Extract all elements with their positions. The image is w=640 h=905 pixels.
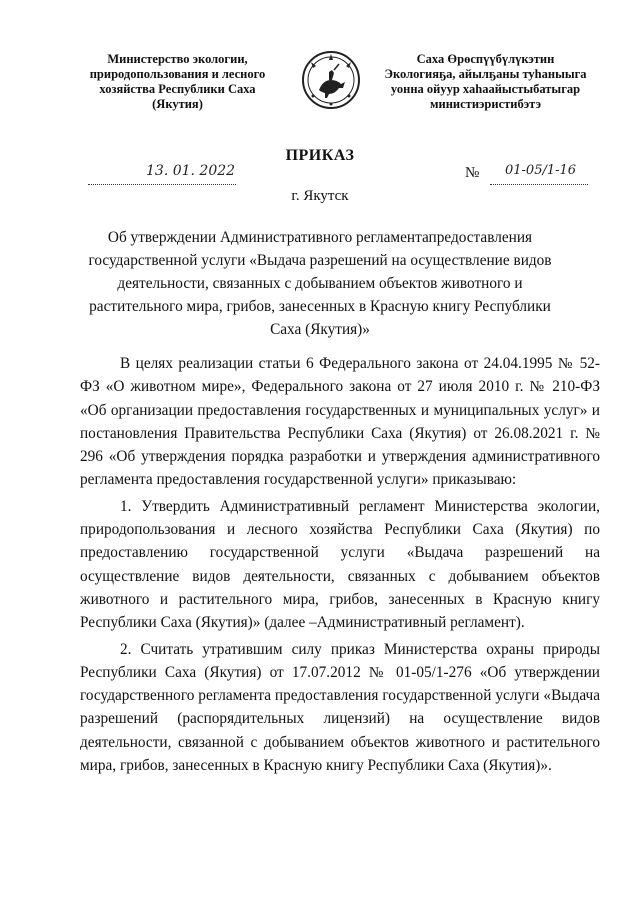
- coat-of-arms-icon: [301, 50, 361, 110]
- ministry-name-sakha-line: уонна ойуур хаһаайыстыбатыгар: [390, 82, 581, 96]
- ministry-name-sakha: [368, 52, 603, 112]
- ministry-name-ru-line: природопользования и лесного: [89, 67, 266, 81]
- ministry-name-ru-line: (Якутия): [152, 97, 203, 111]
- order-city: г. Якутск: [291, 188, 349, 204]
- letterhead: [0, 52, 640, 132]
- order-number-label: №: [465, 165, 480, 181]
- body-item-1: 1. Утвердить Административный регламент Министерства экологии, природопользования и лесного хозяйства Республики Саха (Якутия) по предоставлению государственной услуги «Выдача разрешений на осуществление видов деятельности, связанных с добыванием объектов животного и растительного мира, грибов, занесенных в Красную книгу Республики Саха (Якутия)» (далее –Административный регламент).: [80, 497, 600, 632]
- body-intro-paragraph: В целях реализации статьи 6 Федерального закона от 24.04.1995 № 52-ФЗ «О животном мире», Федерального закона от 27 июля 2010 г. № 210-ФЗ «Об организации предоставления государственных и муниципальных услуг» и постановления Правительства Республики Саха (Якутия) от 26.08.2021 г. № 296 «Об утверждения порядка разработки и утверждения административного регламента предоставления государственной услуги» приказываю:: [80, 355, 600, 489]
- order-number: 01-05/1-16: [505, 163, 577, 178]
- order-subject: Об утверждении Административного регламентапредоставления государственной услуги «Выдача разрешений на осуществление видов деятельности, связанных с добыванием объектов животного и растительного мира, грибов, занесенных в Красную книгу Республики Саха (Якутия)»: [88, 229, 552, 338]
- ministry-name-ru-line: хозяйства Республики Саха: [99, 82, 256, 96]
- ministry-name-sakha-line: министиэристибэтэ: [430, 97, 541, 111]
- ministry-name-ru: [60, 52, 295, 112]
- body-item-2: 2. Считать утратившим силу приказ Министерства охраны природы Республики Саха (Якутия) от 17.07.2012 № 01-05/1-276 «Об утверждении государственного регламента предоставления государственной услуги «Выдача разрешений (распорядительных лицензий) на осуществление видов деятельности, связанной с добыванием объектов животного и растительного мира, грибов, занесенных в Красную книгу Республики Саха (Якутия)».: [80, 640, 600, 775]
- ministry-name-ru-line: Министерство экологии,: [107, 52, 248, 66]
- document-title: ПРИКАЗ: [285, 147, 355, 164]
- order-date: 13. 01. 2022: [146, 163, 236, 179]
- ministry-name-sakha-line: Саха Өрөспүүбүлүкэтин: [416, 52, 555, 66]
- ministry-name-sakha-line: Экологияҕа, айылҕаны туһаныыга: [384, 67, 587, 81]
- order-body: [80, 352, 600, 777]
